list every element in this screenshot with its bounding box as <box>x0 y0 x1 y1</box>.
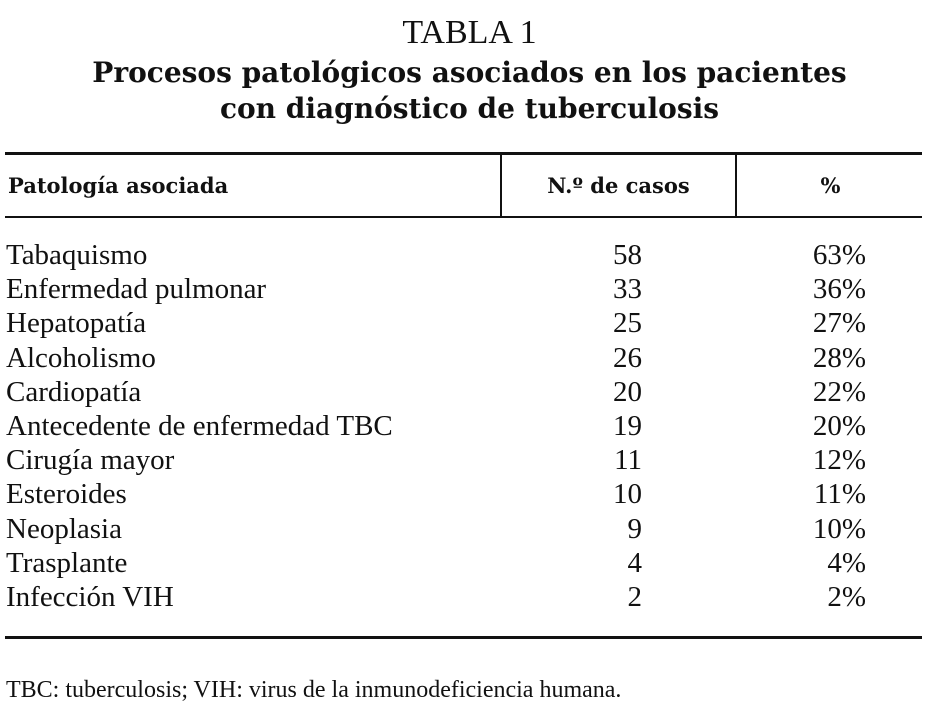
header-pathology: Patología asociada <box>8 173 229 198</box>
cell-percent: 10% <box>812 512 866 545</box>
bottom-rule <box>5 636 922 639</box>
cell-cases: 20 <box>613 375 642 408</box>
table-footnote: TBC: tuberculosis; VIH: virus de la inmunodeficiencia humana. <box>6 677 622 703</box>
cell-cases: 11 <box>614 444 642 477</box>
cell-percent: 63% <box>812 239 866 271</box>
cell-percent: 20% <box>812 409 866 442</box>
table-title-line-1: Procesos patológicos asociados en los pacientes <box>92 56 847 89</box>
cell-pathology: Cardiopatía <box>6 375 142 408</box>
cell-percent: 2% <box>827 580 866 613</box>
cell-pathology: Enfermedad pulmonar <box>6 273 267 306</box>
cell-cases: 2 <box>627 580 642 613</box>
cell-pathology: Trasplante <box>6 546 128 579</box>
cell-pathology: Infección VIH <box>6 580 174 613</box>
header-rule <box>5 216 922 218</box>
table-body <box>0 238 939 614</box>
cell-pathology: Hepatopatía <box>6 307 147 340</box>
cell-pathology: Antecedente de enfermedad TBC <box>6 409 393 442</box>
cell-pathology: Tabaquismo <box>6 239 148 271</box>
table-row <box>0 238 939 272</box>
cell-percent: 12% <box>812 444 866 477</box>
table-row <box>0 272 939 306</box>
cell-cases: 10 <box>613 478 642 511</box>
table-row <box>0 546 939 580</box>
cell-pathology: Neoplasia <box>6 512 122 545</box>
table-row <box>0 306 939 340</box>
cell-cases: 25 <box>613 307 642 340</box>
header-percent: % <box>820 173 841 198</box>
header-cases: N.º de casos <box>547 173 690 198</box>
cell-percent: 28% <box>812 341 866 374</box>
cell-percent: 22% <box>812 375 866 408</box>
cell-percent: 4% <box>827 546 866 579</box>
cell-cases: 9 <box>627 512 642 545</box>
cell-cases: 33 <box>613 273 642 306</box>
table-caption-number: TABLA 1 <box>402 14 537 51</box>
table-row <box>0 512 939 546</box>
cell-cases: 26 <box>613 341 642 374</box>
table-row <box>0 375 939 409</box>
cell-percent: 27% <box>812 307 866 340</box>
cell-pathology: Esteroides <box>6 478 127 511</box>
cell-cases: 4 <box>627 546 642 579</box>
top-rule <box>5 152 922 155</box>
cell-cases: 19 <box>613 409 642 442</box>
cell-percent: 36% <box>812 273 866 306</box>
table-title <box>0 55 939 127</box>
table-row <box>0 477 939 511</box>
cell-pathology: Cirugía mayor <box>6 444 175 477</box>
cell-percent: 11% <box>813 478 866 511</box>
table-row <box>0 443 939 477</box>
table-row <box>0 409 939 443</box>
table-row <box>0 341 939 375</box>
cell-cases: 58 <box>613 239 642 271</box>
cell-pathology: Alcoholismo <box>6 341 156 374</box>
table-row <box>0 580 939 614</box>
table-title-line-2: con diagnóstico de tuberculosis <box>219 92 720 125</box>
